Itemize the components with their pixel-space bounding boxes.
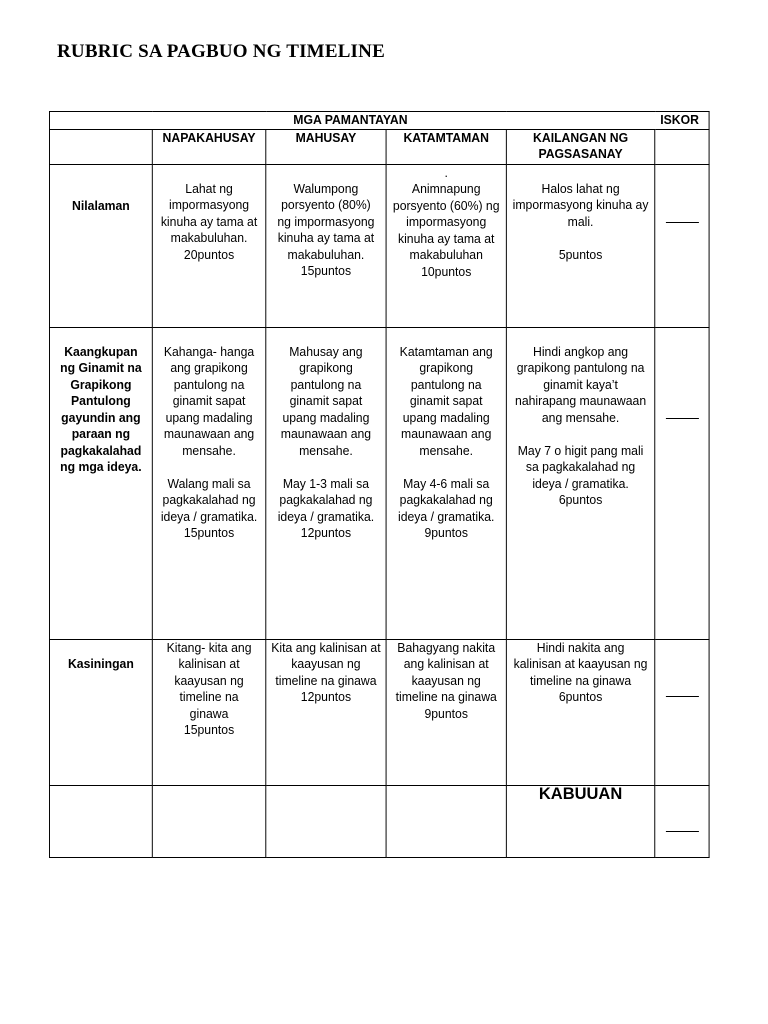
- cell-napakahusay: Kitang- kita ang kalinisan at kaayusan ng timeline na ginawa 15puntos: [152, 639, 265, 785]
- total-empty-cell: [386, 785, 506, 857]
- total-empty-cell: [266, 785, 386, 857]
- header-empty-score-cell: [655, 129, 709, 164]
- table-row-kaangkupan: [49, 327, 709, 639]
- cell-katamtaman: . Animnapung porsyento (60%) ng impormasyong kinuha ay tama at makabuluhan 10puntos: [386, 164, 506, 327]
- score-blank-line[interactable]: [665, 418, 698, 419]
- cell-napakahusay: Lahat ng impormasyong kinuha ay tama at makabuluhan. 20puntos: [152, 164, 265, 327]
- header-row-main: [49, 112, 709, 130]
- header-level-mahusay: MAHUSAY: [266, 129, 386, 164]
- score-cell[interactable]: [655, 639, 709, 785]
- table-row-kasiningan: [49, 639, 709, 785]
- header-level-napakahusay: NAPAKAHUSAY: [152, 129, 265, 164]
- table-row-total: [49, 785, 709, 857]
- total-label: KABUUAN: [506, 785, 654, 857]
- cell-katamtaman: Bahagyang nakita ang kalinisan at kaayusan ng timeline na ginawa 9puntos: [386, 639, 506, 785]
- header-row-levels: [49, 129, 709, 164]
- total-empty-cell: [152, 785, 265, 857]
- rubric-table: [49, 111, 710, 858]
- total-empty-cell: [49, 785, 152, 857]
- score-cell[interactable]: [655, 327, 709, 639]
- cell-kailangan-ng-pagsasanay: Hindi angkop ang grapikong pantulong na ginamit kaya’t nahirapang maunawaan ang mensahe. May 7 o higit pang mali sa pagkakalahad ng ideya / gramatika. 6puntos: [506, 327, 654, 639]
- header-level-kailangan-ng-pagsasanay: KAILANGAN NG PAGSASANAY: [506, 129, 654, 164]
- header-empty-cell: [49, 129, 152, 164]
- criterion-kaangkupan: Kaangkupan ng Ginamit na Grapikong Pantulong gayundin ang paraan ng pagkakalahad ng mga ideya.: [49, 327, 152, 639]
- criterion-kasiningan: Kasiningan: [49, 639, 152, 785]
- header-iskor: ISKOR: [655, 112, 709, 130]
- score-cell[interactable]: [655, 164, 709, 327]
- header-pamantayan: MGA PAMANTAYAN: [49, 112, 654, 130]
- document-title: RUBRIC SA PAGBUO NG TIMELINE: [57, 41, 385, 62]
- criterion-nilalaman: Nilalaman: [49, 164, 152, 327]
- cell-mahusay: Mahusay ang grapikong pantulong na ginamit sapat upang madaling maunawaan ang mensahe. May 1-3 mali sa pagkakalahad ng ideya / gramatika. 12puntos: [266, 327, 386, 639]
- table-row-nilalaman: [49, 164, 709, 327]
- header-level-katamtaman: KATAMTAMAN: [386, 129, 506, 164]
- score-blank-line[interactable]: [665, 222, 698, 223]
- cell-katamtaman: Katamtaman ang grapikong pantulong na ginamit sapat upang madaling maunawaan ang mensahe. May 4-6 mali sa pagkakalahad ng ideya / gramatika. 9puntos: [386, 327, 506, 639]
- score-blank-line[interactable]: [665, 696, 698, 697]
- cell-mahusay: Kita ang kalinisan at kaayusan ng timeline na ginawa 12puntos: [266, 639, 386, 785]
- cell-napakahusay: Kahanga- hanga ang grapikong pantulong na ginamit sapat upang madaling maunawaan ang mensahe. Walang mali sa pagkakalahad ng ideya / gramatika. 15puntos: [152, 327, 265, 639]
- cell-kailangan-ng-pagsasanay: Halos lahat ng impormasyong kinuha ay mali. 5puntos: [506, 164, 654, 327]
- cell-mahusay: Walumpong porsyento (80%) ng impormasyong kinuha ay tama at makabuluhan. 15puntos: [266, 164, 386, 327]
- total-score-blank-line[interactable]: [665, 831, 698, 832]
- total-score-cell[interactable]: [655, 785, 709, 857]
- cell-kailangan-ng-pagsasanay: Hindi nakita ang kalinisan at kaayusan ng timeline na ginawa 6puntos: [506, 639, 654, 785]
